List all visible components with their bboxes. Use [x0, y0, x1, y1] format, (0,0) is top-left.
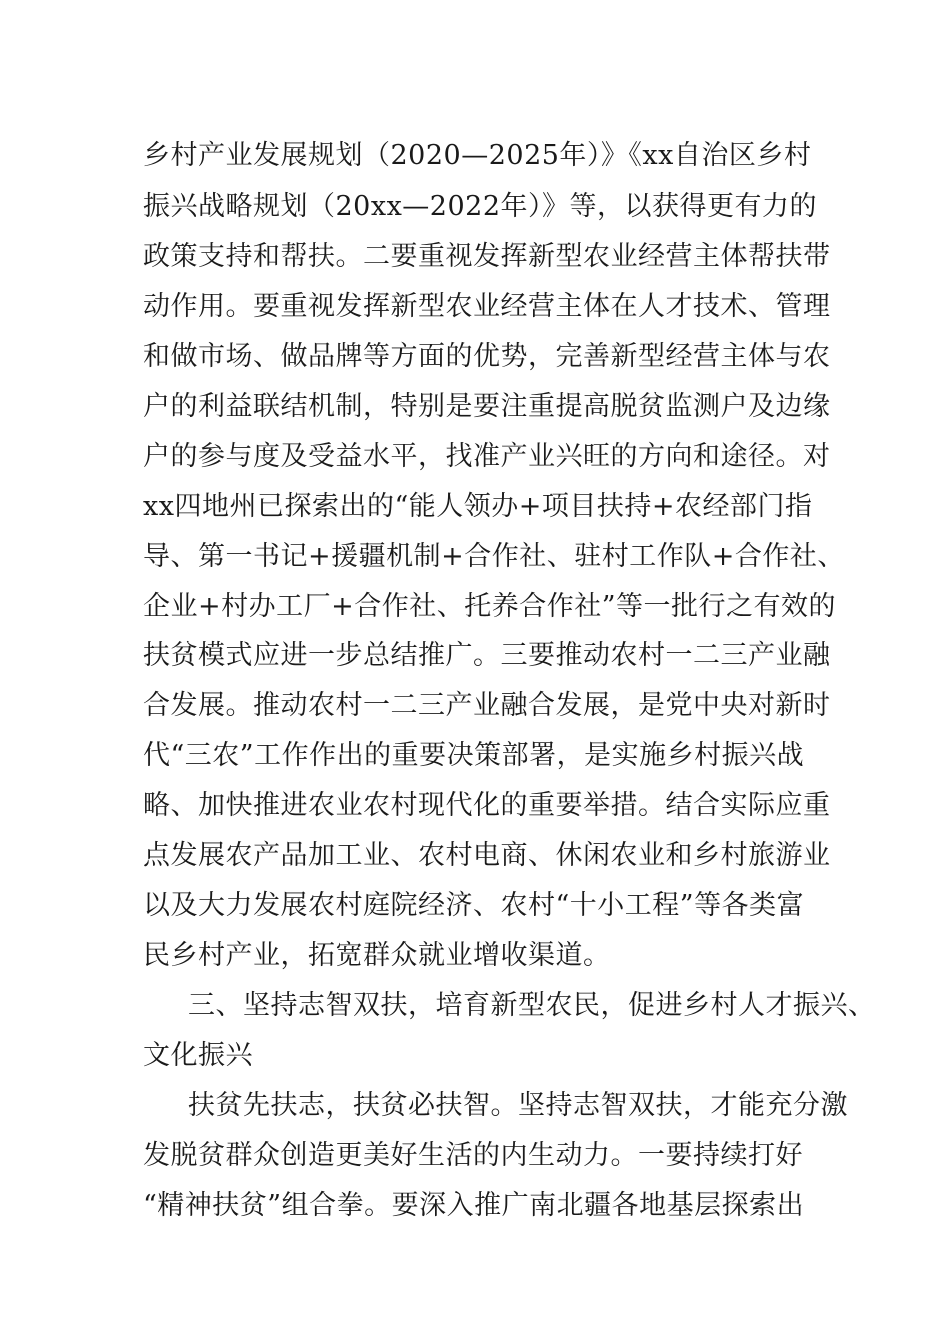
paragraph-1-line-12: 合发展。推动农村一二三产业融合发展，是党中央对新时: [143, 690, 831, 721]
paragraph-1-line-5: 和做市场、做品牌等方面的优势，完善新型经营主体与农: [143, 341, 831, 372]
section-heading-line-1: 三、坚持志智双扶，培育新型农民，促进乡村人才振兴、: [188, 990, 876, 1021]
paragraph-1-line-6: 户的利益联结机制，特别是要注重提高脱贫监测户及边缘: [143, 391, 831, 422]
paragraph-1-line-10: 企业+村办工厂+合作社、托养合作社”等一批行之有效的: [143, 591, 837, 622]
paragraph-2-line-3: “精神扶贫”组合拳。要深入推广南北疆各地基层探索出: [143, 1190, 805, 1221]
paragraph-1-line-15: 点发展农产品加工业、农村电商、休闲农业和乡村旅游业: [143, 840, 831, 871]
paragraph-1-line-11: 扶贫模式应进一步总结推广。三要推动农村一二三产业融: [143, 640, 831, 671]
paragraph-1-line-3: 政策支持和帮扶。二要重视发挥新型农业经营主体帮扶带: [143, 241, 831, 272]
paragraph-1-line-1: 乡村产业发展规划（2020—2025年）》《xx自治区乡村: [143, 140, 812, 171]
paragraph-1-line-17: 民乡村产业，拓宽群众就业增收渠道。: [143, 940, 611, 971]
paragraph-1-line-13: 代“三农”工作作出的重要决策部署，是实施乡村振兴战: [143, 740, 805, 771]
section-heading-line-2: 文化振兴: [143, 1040, 253, 1071]
paragraph-1-line-16: 以及大力发展农村庭院经济、农村“十小工程”等各类富: [143, 890, 805, 921]
paragraph-2-line-1: 扶贫先扶志，扶贫必扶智。坚持志智双扶，才能充分激: [188, 1090, 848, 1121]
paragraph-1-line-2: 振兴战略规划（20xx—2022年）》等，以获得更有力的: [143, 191, 818, 222]
paragraph-1-line-4: 动作用。要重视发挥新型农业经营主体在人才技术、管理: [143, 291, 831, 322]
paragraph-1-line-9: 导、第一书记+援疆机制+合作社、驻村工作队+合作社、: [143, 541, 845, 572]
paragraph-1-line-7: 户的参与度及受益水平，找准产业兴旺的方向和途径。对: [143, 441, 831, 472]
paragraph-2-line-2: 发脱贫群众创造更美好生活的内生动力。一要持续打好: [143, 1140, 803, 1171]
paragraph-1-line-8: xx四地州已探索出的“能人领办+项目扶持+农经部门指: [143, 491, 813, 522]
paragraph-1-line-14: 略、加快推进农业农村现代化的重要举措。结合实际应重: [143, 790, 831, 821]
